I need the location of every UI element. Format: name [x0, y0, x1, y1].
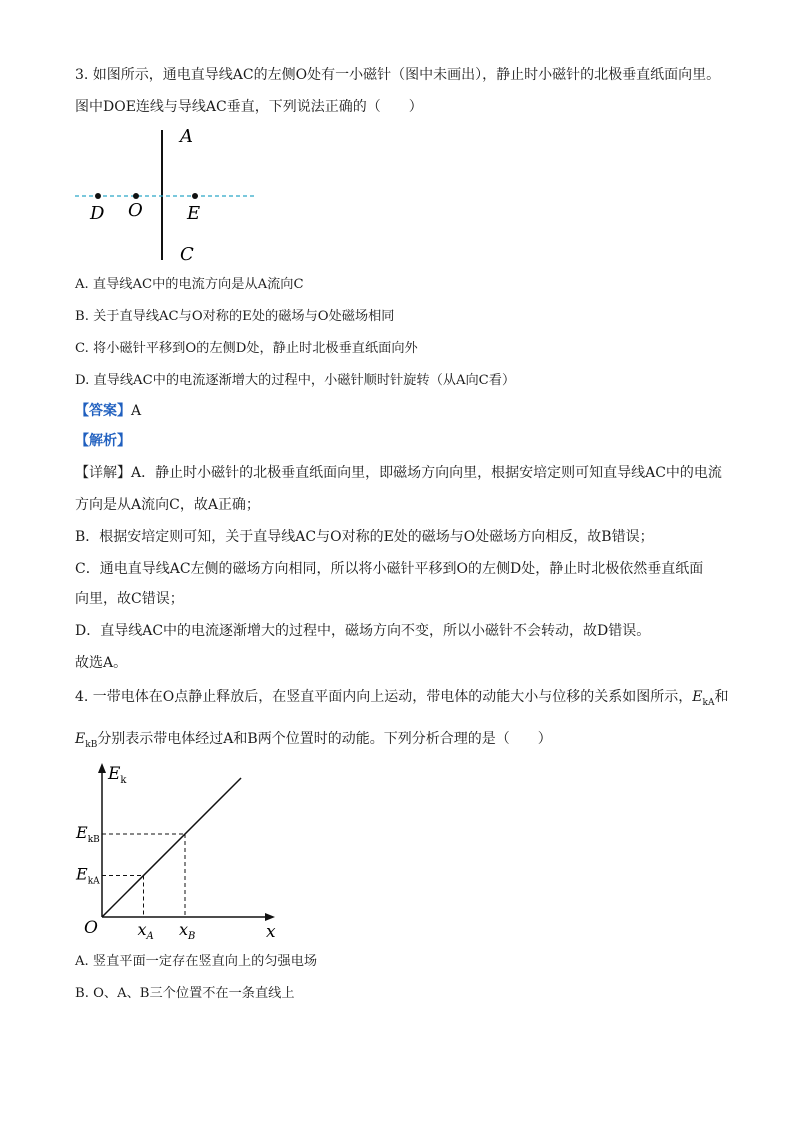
- point-o: [133, 193, 139, 199]
- answer-value: A: [131, 403, 142, 419]
- ek-a-sub: kA: [702, 697, 715, 708]
- q3-analysis-line3: B．根据安培定则可知，关于直导线AC与O对称的E处的磁场与O处磁场方向相反，故B错误；: [75, 529, 654, 545]
- q3-analysis-heading: [75, 432, 131, 450]
- y-tick-label-kb: $E_{kB}$: [76, 823, 100, 845]
- ek-a-symbol: E: [692, 689, 703, 705]
- ek-x-chart: [70, 755, 290, 945]
- x-tick-label-b: $x_B$: [179, 920, 196, 942]
- q3-analysis-line1: [75, 464, 722, 482]
- q4-stem-text-1: 4. 一带电体在O点静止释放后，在竖直平面内向上运动，带电体的动能大小与位移的关系如图所示，: [75, 689, 693, 705]
- q4-stem-text-2: 分别表示带电体经过A和B两个位置时的动能。下列分析合理的是（ ）: [97, 731, 552, 747]
- q3-analysis-line4: C．通电直导线AC左侧的磁场方向相同，所以将小磁针平移到O的左侧D处，静止时北极依然垂直纸面: [75, 561, 704, 577]
- q4-stem-line2: [75, 730, 552, 748]
- x-axis-arrow: [265, 913, 275, 921]
- answer-tag: 【答案】: [75, 403, 131, 419]
- q3-analysis-line6: D．直导线AC中的电流逐渐增大的过程中，磁场方向不变，所以小磁针不会转动，故D错误。: [75, 623, 651, 639]
- label-c: C: [180, 244, 194, 265]
- label-o: O: [128, 200, 143, 221]
- q4-conj: 和: [714, 689, 729, 705]
- y-axis-label: $E_k$: [108, 764, 127, 786]
- q4-stem-line1: [75, 688, 728, 706]
- ek-b-symbol: E: [75, 731, 86, 747]
- q3-analysis-line2: 方向是从A流向C，故A正确；: [75, 497, 260, 513]
- q3-option-d: D. 直导线AC中的电流逐渐增大的过程中，小磁针顺时针旋转（从A向C看）: [75, 373, 516, 388]
- q3-option-c: C. 将小磁针平移到O的左侧D处，静止时北极垂直纸面向外: [75, 341, 418, 356]
- analysis-tag: 【解析】: [75, 433, 131, 449]
- y-tick-label-ka: $E_{kA}$: [76, 864, 100, 887]
- point-e: [192, 193, 198, 199]
- origin-label: O: [84, 918, 98, 938]
- q3-answer: [75, 402, 141, 420]
- analysis-text-1: A．静止时小磁针的北极垂直纸面向里，即磁场方向向里，根据安培定则可知直导线AC中的电流: [131, 465, 722, 481]
- x-axis-label: x: [266, 922, 276, 942]
- label-d: D: [90, 203, 105, 224]
- x-tick-label-a: $x_A$: [137, 920, 154, 942]
- q3-stem-line1: 3. 如图所示，通电直导线AC的左侧O处有一小磁针（图中未画出），静止时小磁针的北极垂直纸面向里。: [75, 67, 721, 83]
- ek-b-sub: kB: [85, 739, 98, 750]
- series-line-0: [102, 778, 241, 917]
- q3-analysis-line5: 向里，故C错误；: [75, 591, 184, 607]
- q3-figure: [70, 120, 270, 270]
- y-axis-arrow: [98, 763, 106, 773]
- label-e: E: [187, 203, 201, 224]
- q4-option-b: B. O、A、B三个位置不在一条直线上: [75, 986, 295, 1001]
- q3-conclusion: 故选A。: [75, 655, 128, 671]
- q3-option-b: B. 关于直导线AC与O对称的E处的磁场与O处磁场相同: [75, 309, 395, 324]
- label-a: A: [180, 126, 193, 147]
- q4-option-a: A. 竖直平面一定存在竖直向上的匀强电场: [75, 954, 318, 969]
- detail-tag: 【详解】: [75, 465, 131, 481]
- point-d: [95, 193, 101, 199]
- q3-stem-line2: 图中DOE连线与导线AC垂直，下列说法正确的（ ）: [75, 99, 423, 115]
- q3-option-a: A. 直导线AC中的电流方向是从A流向C: [75, 277, 304, 292]
